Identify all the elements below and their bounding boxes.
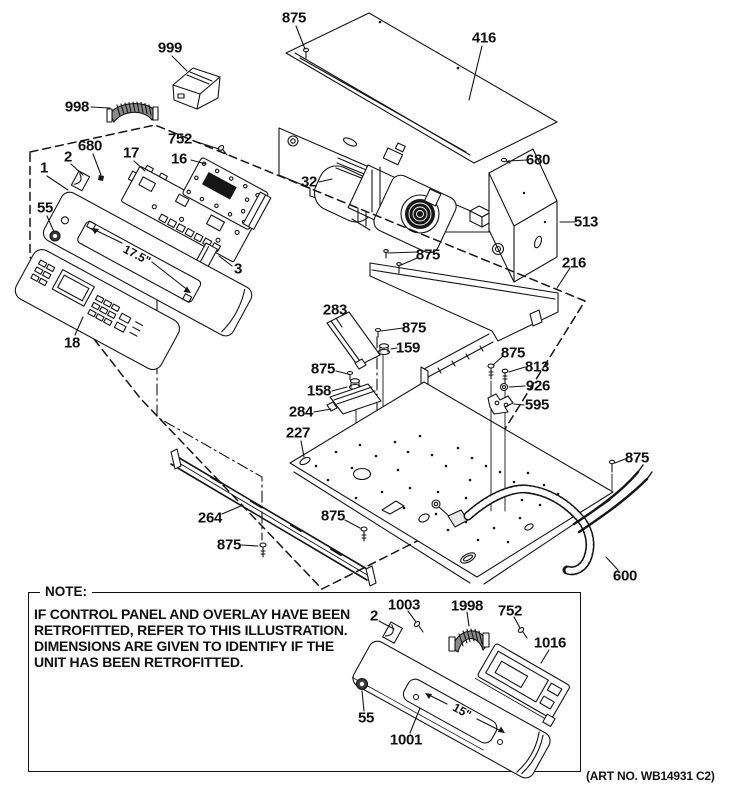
callout-284: 284 — [288, 403, 314, 421]
callout-55: 55 — [357, 709, 375, 727]
callout-216: 216 — [561, 254, 587, 272]
callout-752: 752 — [497, 602, 523, 620]
callout-875: 875 — [500, 344, 526, 362]
callout-875: 875 — [401, 319, 427, 337]
callout-158: 158 — [306, 382, 332, 400]
callout-813: 813 — [524, 358, 550, 376]
callout-600: 600 — [612, 567, 638, 585]
callout-513: 513 — [573, 213, 599, 231]
callout-264: 264 — [197, 509, 223, 527]
callout-680: 680 — [525, 151, 551, 169]
callout-17: 17 — [122, 144, 140, 162]
note-line: UNIT HAS BEEN RETROFITTED. — [34, 654, 244, 670]
callout-875: 875 — [310, 360, 336, 378]
callout-1: 1 — [39, 159, 49, 177]
callout-926: 926 — [525, 377, 551, 395]
callout-1998: 1998 — [450, 597, 484, 615]
callout-32: 32 — [300, 173, 318, 191]
callout-1003: 1003 — [387, 596, 421, 614]
callout-159: 159 — [395, 339, 421, 357]
callout-416: 416 — [471, 29, 497, 47]
callout-3: 3 — [233, 260, 243, 278]
note-line: RETROFITTED, REFER TO THIS ILLUSTRATION. — [34, 622, 348, 638]
callout-55: 55 — [36, 199, 54, 217]
callout-18: 18 — [63, 334, 81, 352]
callout-16: 16 — [170, 150, 188, 168]
callout-2: 2 — [369, 607, 379, 625]
callout-1016: 1016 — [533, 634, 567, 652]
note-line: DIMENSIONS ARE GIVEN TO IDENTIFY IF THE — [34, 638, 334, 654]
callout-875: 875 — [624, 449, 650, 467]
note-title: NOTE: — [40, 584, 92, 599]
callout-875: 875 — [216, 536, 242, 554]
callout-595: 595 — [524, 396, 550, 414]
callout-227: 227 — [285, 424, 311, 442]
callout-998: 998 — [64, 98, 90, 116]
art-number: (ART NO. WB14931 C2) — [586, 769, 715, 783]
callout-283: 283 — [322, 301, 348, 319]
callout-680: 680 — [77, 137, 103, 155]
callout-752: 752 — [167, 130, 193, 148]
dimension-label: 15" — [450, 700, 474, 722]
callout-875: 875 — [320, 507, 346, 525]
callout-1001: 1001 — [389, 731, 423, 749]
callout-875: 875 — [281, 9, 307, 27]
callout-2: 2 — [63, 148, 73, 166]
callout-875: 875 — [415, 246, 441, 264]
note-line: IF CONTROL PANEL AND OVERLAY HAVE BEEN — [34, 606, 350, 622]
callout-999: 999 — [157, 39, 183, 57]
dimension-label: 17.5" — [120, 242, 154, 268]
